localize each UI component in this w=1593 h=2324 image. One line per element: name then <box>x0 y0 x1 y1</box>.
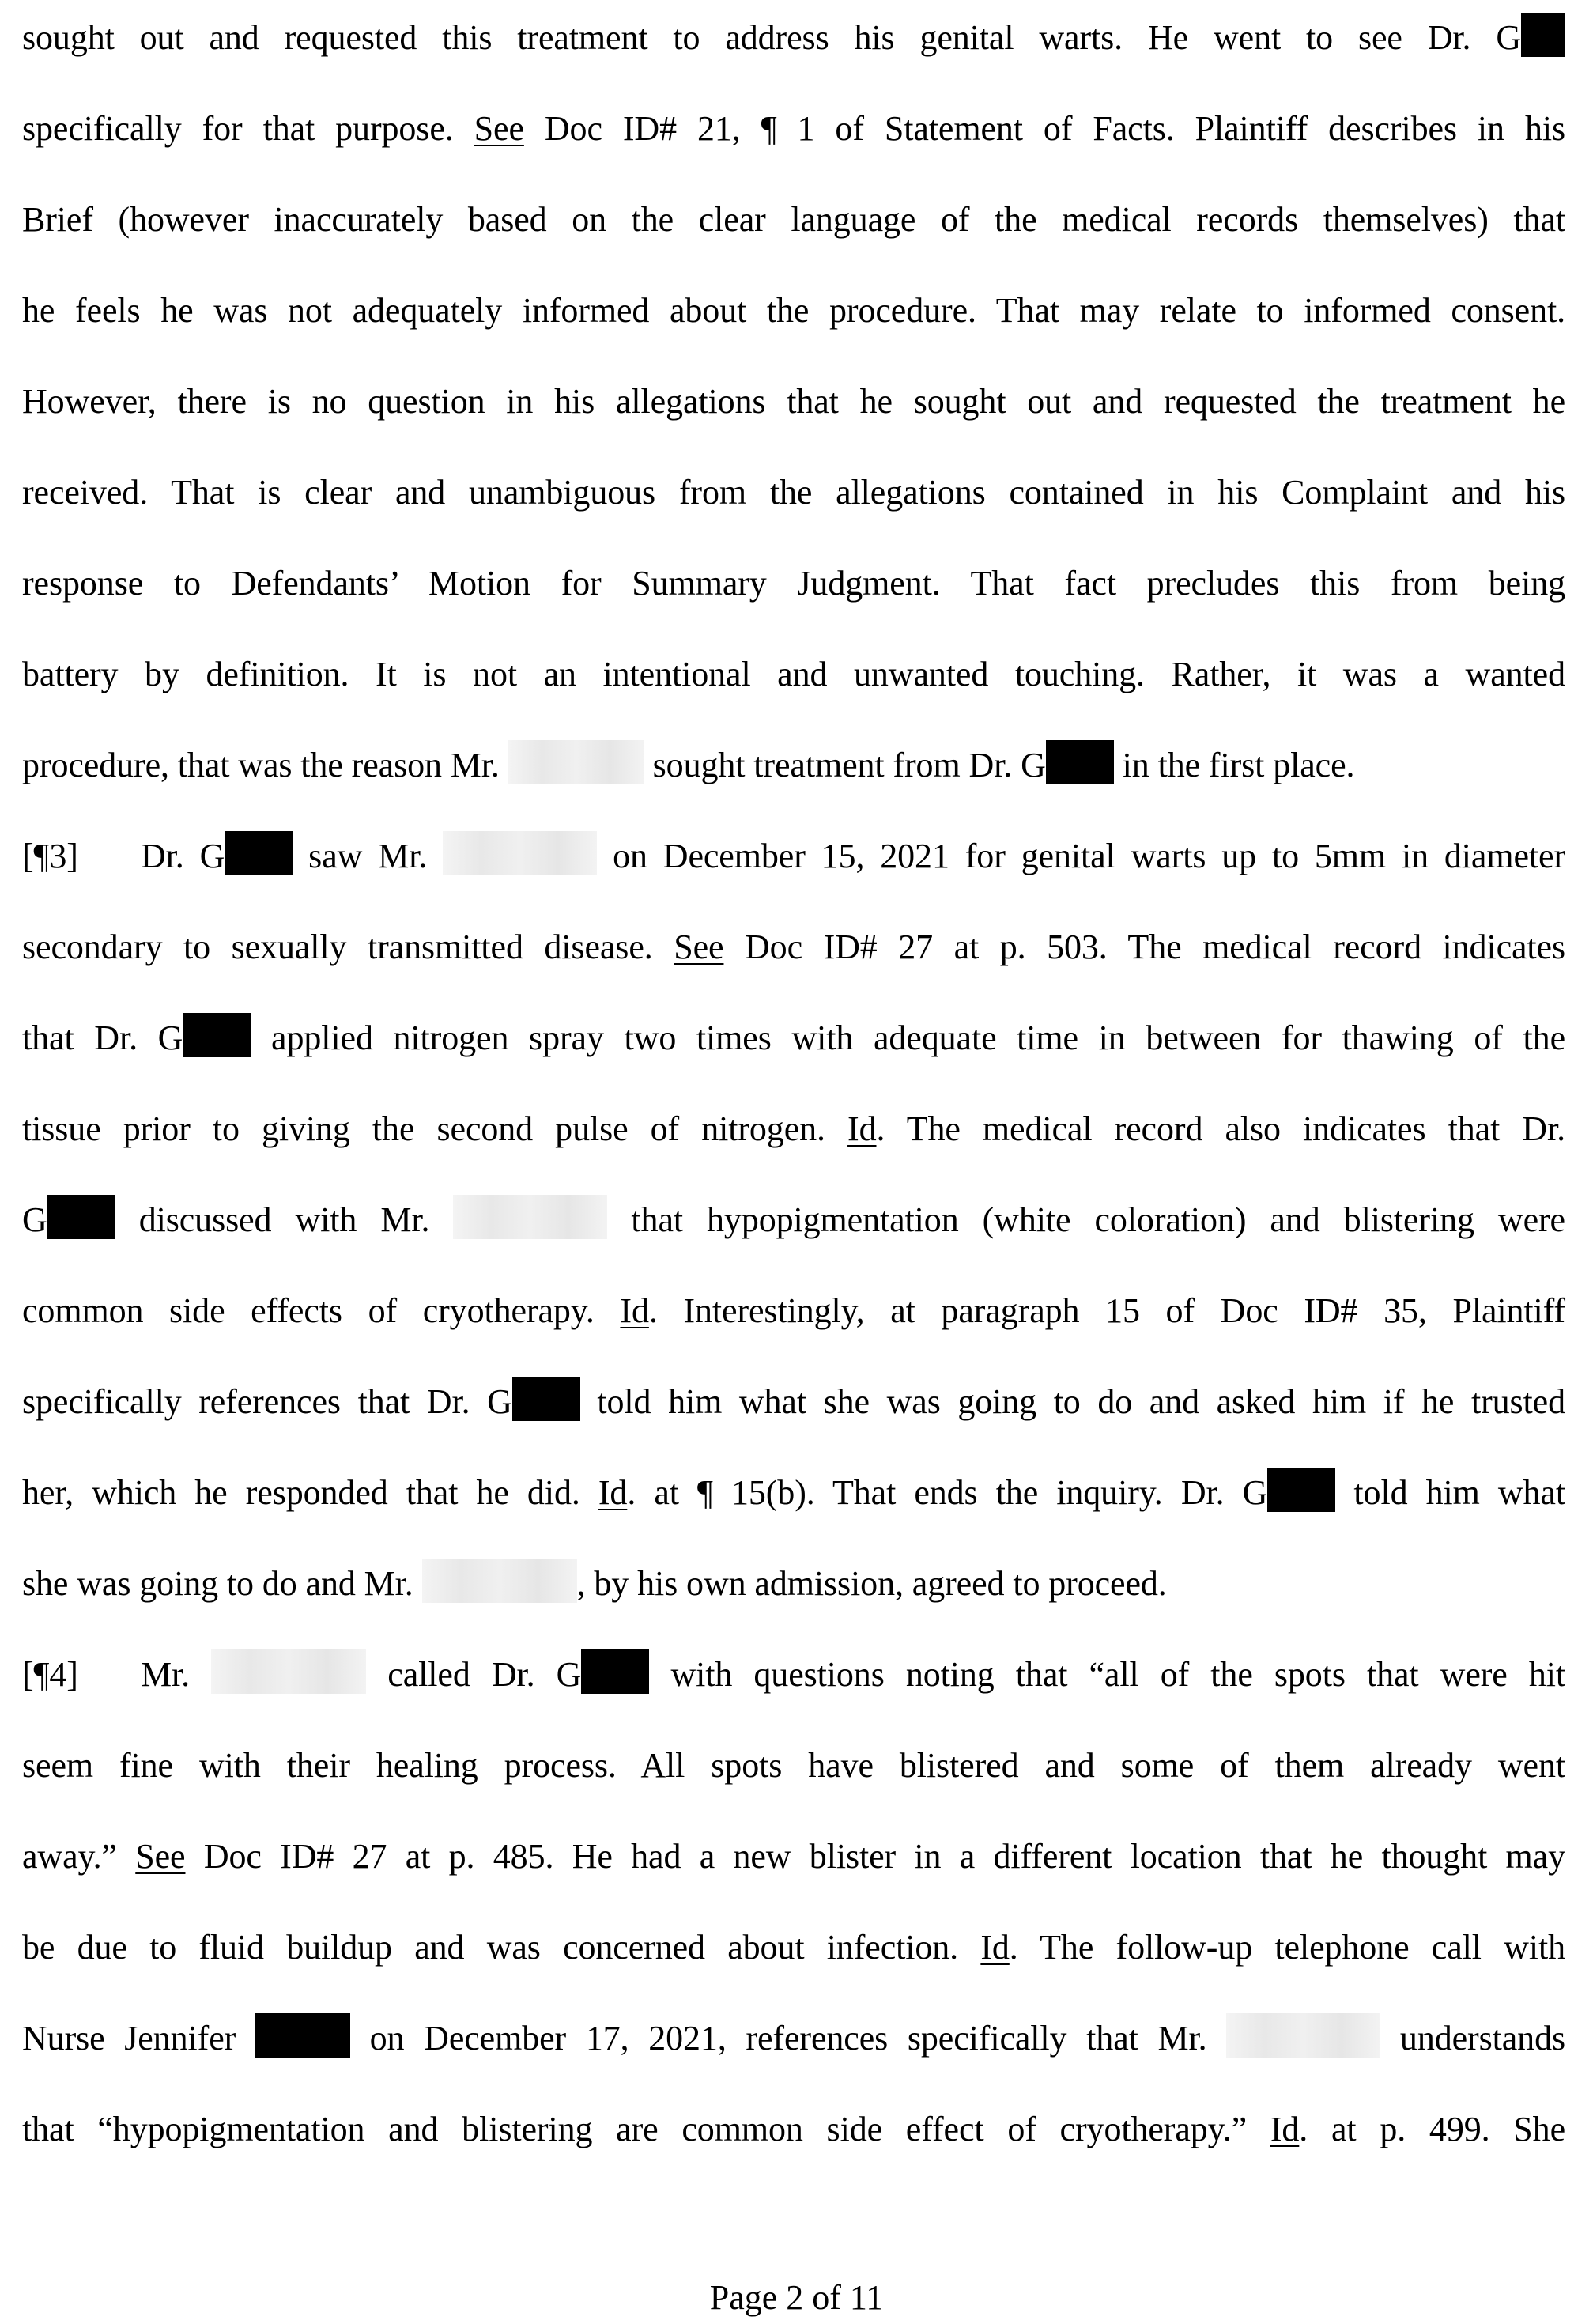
text-line: secondary to sexually transmitted disease. See Doc ID# 27 at p. 503. The medical record indicates <box>22 928 1566 966</box>
redaction-box <box>581 1649 649 1694</box>
text-line: common side effects of cryotherapy. Id. Interestingly, at paragraph 15 of Doc ID# 35, Plaintiff <box>22 1291 1565 1330</box>
redaction-box <box>255 2013 350 2058</box>
redaction-box <box>183 1013 251 1057</box>
text-line: away.” See Doc ID# 27 at p. 485. He had a new blister in a different location that he thought may <box>22 1837 1565 1876</box>
text-line: he feels he was not adequately informed about the procedure. That may relate to informed consent. <box>22 291 1565 330</box>
redaction-box <box>47 1195 115 1239</box>
blurred-name <box>443 831 597 875</box>
redaction-box <box>225 831 293 875</box>
blurred-name <box>211 1649 366 1694</box>
page-footer: Page 2 of 11 <box>709 2278 884 2317</box>
text-line: Brief (however inaccurately based on the clear language of the medical records themselves) that <box>22 200 1565 239</box>
text-line: tissue prior to giving the second pulse of nitrogen. Id. The medical record also indicates that Dr. <box>22 1109 1565 1148</box>
redaction-box <box>1267 1468 1335 1512</box>
text-line: Nurse Jennifer on December 17, 2021, references specifically that Mr. understands <box>22 2010 1565 2101</box>
text-line: response to Defendants’ Motion for Summary Judgment. That fact precludes this from being <box>22 564 1565 603</box>
text-line: However, there is no question in his allegations that he sought out and requested the treatment he <box>22 382 1565 421</box>
text-line: sought out and requested this treatment to address his genital warts. He went to see Dr. G <box>22 9 1565 100</box>
paragraph-4-start: [¶4] Mr. called Dr. G with questions noting that “all of the spots that were hit <box>22 1646 1565 1737</box>
text-line: received. That is clear and unambiguous from the allegations contained in his Complaint and his <box>22 473 1565 512</box>
blurred-name <box>422 1559 577 1603</box>
text-line: she was going to do and Mr. , by his own admission, agreed to proceed. <box>22 1555 1565 1646</box>
redaction-box <box>512 1377 580 1421</box>
blurred-name <box>1226 2013 1380 2058</box>
paragraph-number: [¶4] <box>22 1655 78 1694</box>
text-line: be due to fluid buildup and was concerned about infection. Id. The follow-up telephone call with <box>22 1928 1565 1967</box>
text-line: specifically references that Dr. G told him what she was going to do and asked him if he trusted <box>22 1374 1565 1464</box>
text-line: seem fine with their healing process. All spots have blistered and some of them already went <box>22 1746 1565 1785</box>
redaction-box <box>1521 13 1565 57</box>
text-line: procedure, that was the reason Mr. sought treatment from Dr. G in the first place. <box>22 737 1565 828</box>
redaction-box <box>1046 740 1114 784</box>
text-line: battery by definition. It is not an intentional and unwanted touching. Rather, it was a wanted <box>22 655 1565 693</box>
document-page <box>22 9 1565 2192</box>
text-line: that “hypopigmentation and blistering are common side effect of cryotherapy.” Id. at p. 499. She <box>22 2110 1566 2148</box>
text-line: G discussed with Mr. that hypopigmentation (white coloration) and blistering were <box>22 1192 1565 1283</box>
text-line: that Dr. G applied nitrogen spray two times with adequate time in between for thawing of the <box>22 1010 1565 1101</box>
text-line: specifically for that purpose. See Doc ID# 21, ¶ 1 of Statement of Facts. Plaintiff describes in his <box>22 109 1565 148</box>
blurred-name <box>453 1195 607 1239</box>
paragraph-number: [¶3] <box>22 837 78 875</box>
text-line: her, which he responded that he did. Id. at ¶ 15(b). That ends the inquiry. Dr. G told him what <box>22 1464 1565 1555</box>
paragraph-3-start: [¶3] Dr. G saw Mr. on December 15, 2021 for genital warts up to 5mm in diameter <box>22 828 1565 919</box>
blurred-name <box>508 740 644 784</box>
